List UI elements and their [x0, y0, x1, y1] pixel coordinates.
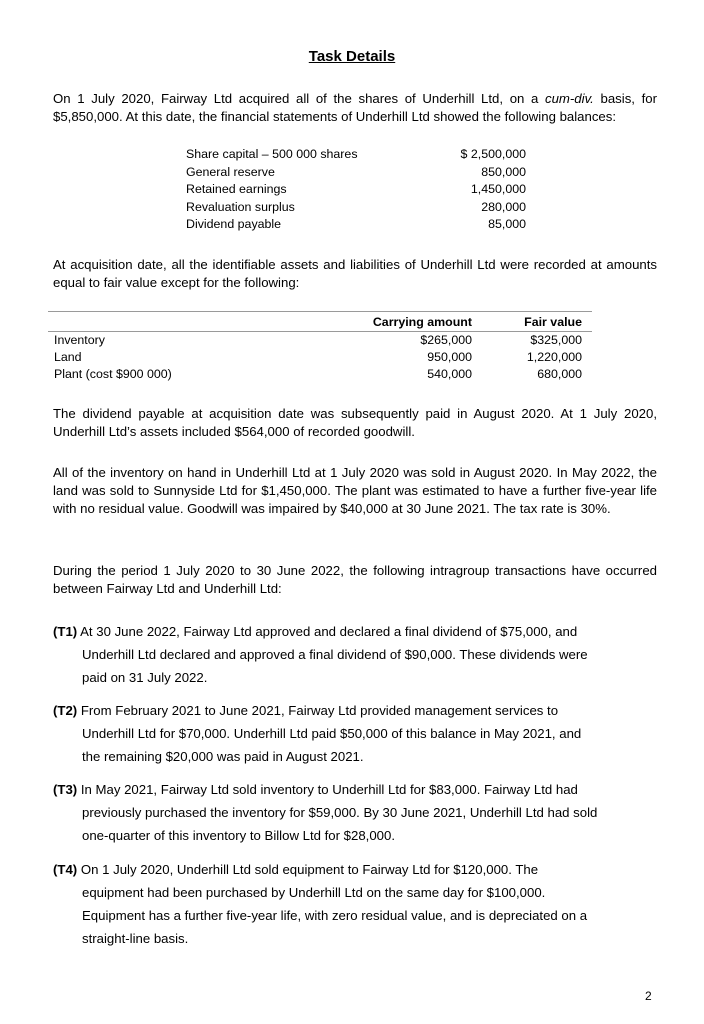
transaction-t3 — [53, 778, 653, 847]
header-item — [48, 314, 304, 331]
transaction-line: previously purchased the inventory for $59,000. By 30 June 2021, Underhill Ltd had sold — [82, 805, 598, 820]
fair-value-table — [48, 311, 592, 383]
balance-label: Dividend payable — [186, 217, 282, 232]
transaction-line: Equipment has a further five-year life, with zero residual value, and is depreciated on a — [82, 908, 588, 923]
transaction-t4 — [53, 858, 653, 950]
transaction-line: the remaining $20,000 was paid in August 2021. — [82, 749, 364, 764]
table-row — [48, 366, 592, 383]
balance-label: Share capital – 500 000 shares — [186, 147, 358, 161]
fair-value-intro: At acquisition date, all the identifiable assets and liabilities of Underhill Ltd were recorded at amounts equal to fair value except for the following: — [53, 257, 657, 290]
row-item: Plant (cost $900 000) — [54, 367, 172, 381]
balance-label: Revaluation surplus — [186, 199, 295, 214]
transaction-line: Underhill Ltd for $70,000. Underhill Ltd paid $50,000 of this balance in May 2021, and — [82, 726, 582, 741]
balance-label: General reserve — [186, 164, 275, 179]
transaction-line: Underhill Ltd declared and approved a final dividend of $90,000. These dividends were — [82, 647, 588, 662]
row-item: Inventory — [54, 333, 105, 347]
transaction-first-line: From February 2021 to June 2021, Fairway Ltd provided management services to — [80, 703, 559, 718]
transaction-label: (T4) — [53, 862, 78, 877]
row-carrying: 950,000 — [427, 350, 472, 364]
intro-paragraph — [53, 90, 657, 126]
transaction-label: (T1) — [53, 624, 78, 639]
dividend-paragraph: The dividend payable at acquisition date was subsequently paid in August 2020. At 1 July 2020, Underhill Ltd’s assets included $564,000 of recorded goodwill. — [53, 406, 657, 439]
transaction-label: (T3) — [53, 782, 78, 797]
balance-label: Retained earnings — [186, 182, 287, 197]
inventory-paragraph: All of the inventory on hand in Underhill Ltd at 1 July 2020 was sold in August 2020. In May 2022, the land was sold to Sunnyside Ltd for $1,450,000. The plant was estimated to have a further five-year life with no residual value. Goodwill was impaired by $40,000 at 30 June 2021. The tax rate is 30%. — [53, 465, 657, 516]
transaction-t1 — [53, 620, 653, 689]
page-title: Task Details — [308, 48, 396, 65]
balances-table — [186, 146, 526, 234]
transaction-first-line: On 1 July 2020, Underhill Ltd sold equipment to Fairway Ltd for $120,000. The — [80, 862, 539, 877]
transaction-line: paid on 31 July 2022. — [82, 670, 208, 685]
balance-amount: 85,000 — [488, 217, 526, 232]
balance-amount: 1,450,000 — [470, 182, 526, 197]
table-header-row — [48, 312, 592, 331]
header-fair-value: Fair value — [524, 315, 582, 329]
transaction-first-line: In May 2021, Fairway Ltd sold inventory to Underhill Ltd for $83,000. Fairway Ltd had — [80, 782, 578, 797]
balance-row — [186, 216, 526, 234]
transaction-line: equipment had been purchased by Underhill Ltd on the same day for $100,000. — [82, 885, 546, 900]
balance-row — [186, 181, 526, 199]
row-fair: 1,220,000 — [526, 350, 582, 364]
transaction-line: one-quarter of this inventory to Billow Ltd for $28,000. — [82, 828, 396, 843]
row-fair: $325,000 — [530, 333, 582, 347]
transaction-label: (T2) — [53, 703, 78, 718]
balance-amount: 280,000 — [481, 199, 526, 214]
intro-text-1: On 1 July 2020, Fairway Ltd acquired all of the shares of Underhill Ltd, on a — [53, 91, 545, 106]
row-item: Land — [54, 350, 82, 364]
intro-text-2: basis, for $5,850,000. At this date, the financial statements of Underhill Ltd showed the following balances: — [53, 91, 657, 124]
balance-amount: 850,000 — [481, 164, 526, 179]
header-carrying-amount: Carrying amount — [372, 315, 472, 329]
transaction-line: straight-line basis. — [82, 931, 189, 946]
table-row — [48, 349, 592, 366]
balance-amount: $ 2,500,000 — [460, 147, 526, 161]
transaction-t2 — [53, 699, 653, 768]
transaction-first-line: At 30 June 2022, Fairway Ltd approved and declared a final dividend of $75,000, and — [80, 624, 578, 639]
intragroup-paragraph: During the period 1 July 2020 to 30 June 2022, the following intragroup transactions have occurred between Fairway Ltd and Underhill Ltd: — [53, 563, 657, 596]
balance-row — [186, 146, 526, 164]
intro-italic: cum-div. — [545, 91, 594, 106]
row-fair: 680,000 — [537, 367, 582, 381]
table-row — [48, 332, 592, 349]
balance-row — [186, 164, 526, 182]
page-number: 2 — [645, 989, 652, 1003]
row-carrying: $265,000 — [420, 333, 472, 347]
balance-row — [186, 199, 526, 217]
row-carrying: 540,000 — [427, 367, 472, 381]
